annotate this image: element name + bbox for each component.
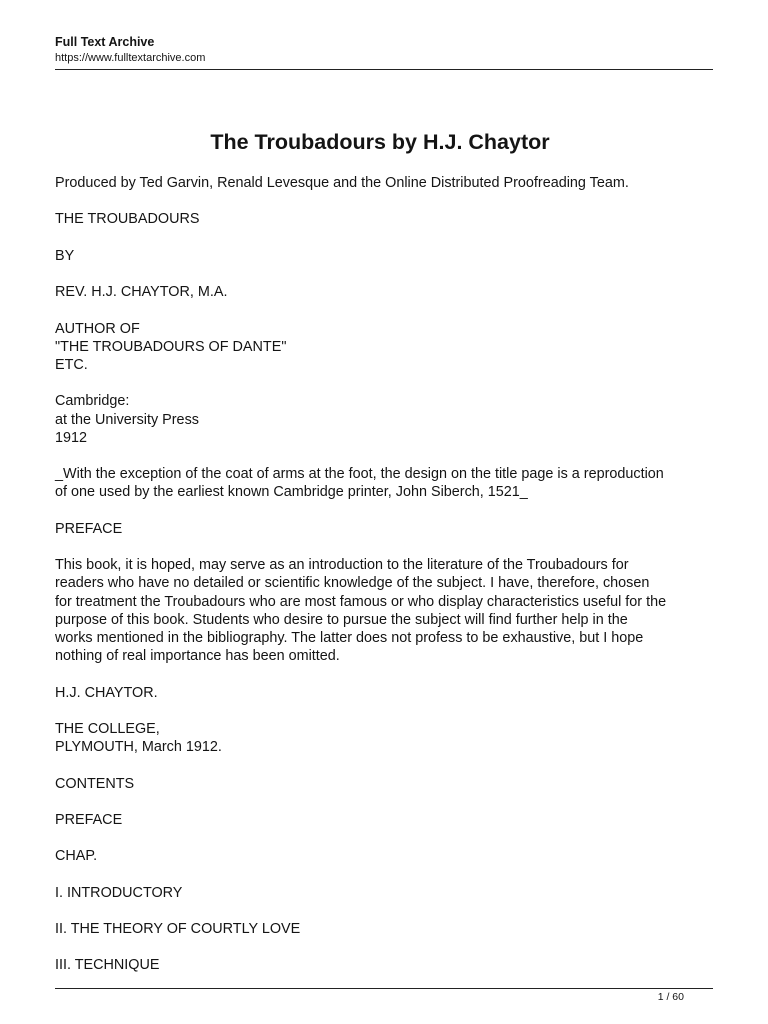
contents-item-chapter-1: [55, 884, 713, 902]
text-line: Produced by Ted Garvin, Renald Levesque and the Online Distributed Proofreading Team.: [55, 175, 629, 191]
header-divider: [55, 69, 713, 70]
footer-divider: [55, 988, 713, 989]
text-line: "THE TROUBADOURS OF DANTE": [55, 338, 287, 355]
text-line: works mentioned in the bibliography. The latter does not profess to be exhaustive, but I hope: [55, 629, 644, 646]
text-line: at the University Press: [55, 411, 199, 428]
credits-paragraph: [55, 174, 713, 192]
text-line: REV. H.J. CHAYTOR, M.A.: [55, 284, 228, 301]
text-line: PREFACE: [55, 811, 123, 828]
author-credits: [55, 320, 713, 375]
text-line: for treatment the Troubadours who are most famous or who display characteristics useful for the: [55, 593, 667, 610]
text-line: PREFACE: [55, 520, 123, 537]
text-line: 1912: [55, 429, 88, 446]
text-line: readers who have no detailed or scientific knowledge of the subject. I have, therefore, chosen: [55, 575, 650, 592]
publisher-info: [55, 392, 713, 447]
text-line: AUTHOR OF: [55, 320, 140, 337]
site-url: https://www.fulltextarchive.com: [55, 52, 206, 64]
text-line: PLYMOUTH, March 1912.: [55, 739, 222, 756]
text-line: III. TECHNIQUE: [55, 957, 160, 974]
contents-chap-label: [55, 847, 713, 865]
text-line: CONTENTS: [55, 775, 135, 792]
text-line: II. THE THEORY OF COURTLY LOVE: [55, 921, 301, 938]
text-line: THE TROUBADOURS: [55, 211, 200, 228]
text-line: CHAP.: [55, 848, 98, 865]
text-line: Cambridge:: [55, 393, 130, 410]
book-title-heading: [55, 210, 713, 228]
text-line: nothing of real importance has been omitted.: [55, 648, 340, 665]
preface-text: [55, 556, 713, 665]
preface-location-date: [55, 720, 713, 756]
text-line: ETC.: [55, 356, 88, 373]
contents-item-preface: [55, 811, 713, 829]
preface-heading: [55, 520, 713, 538]
site-name: Full Text Archive: [55, 35, 155, 49]
text-line: H.J. CHAYTOR.: [55, 684, 158, 701]
text-line: BY: [55, 247, 75, 264]
page-number: 1 / 60: [657, 991, 684, 1003]
author-name: [55, 283, 713, 301]
text-line: _With the exception of the coat of arms at the foot, the design on the title page is a reproduction: [55, 466, 664, 483]
text-line: of one used by the earliest known Cambridge printer, John Siberch, 1521_: [55, 484, 528, 501]
title-page-note: [55, 465, 713, 501]
document-title: The Troubadours by H.J. Chaytor: [210, 130, 550, 154]
preface-signature: [55, 684, 713, 702]
document-body: [55, 174, 713, 993]
contents-item-chapter-2: [55, 920, 713, 938]
text-line: THE COLLEGE,: [55, 720, 160, 737]
text-line: purpose of this book. Students who desire to pursue the subject will find further help in the: [55, 611, 628, 628]
contents-heading: [55, 775, 713, 793]
contents-item-chapter-3: [55, 956, 713, 974]
by-line: [55, 247, 713, 265]
text-line: This book, it is hoped, may serve as an introduction to the literature of the Troubadours for: [55, 557, 629, 574]
text-line: I. INTRODUCTORY: [55, 884, 183, 901]
